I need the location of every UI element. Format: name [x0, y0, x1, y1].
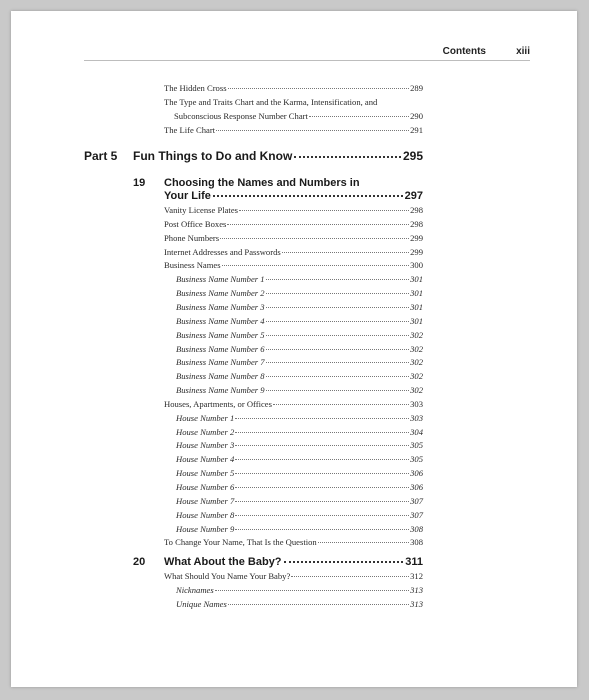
header-rule [84, 60, 530, 61]
toc-entry-title: Business Name Number 2 [176, 288, 265, 299]
dot-leader [227, 224, 409, 225]
toc-subentry[interactable] [176, 413, 423, 423]
toc-entry-page: 305 [410, 440, 423, 451]
toc-entry[interactable] [164, 399, 423, 409]
dot-leader [235, 432, 409, 433]
toc-entry-title: House Number 9 [176, 523, 235, 534]
toc-subentry[interactable] [176, 316, 423, 326]
toc-entry-page: 312 [410, 571, 423, 581]
toc-subentry[interactable] [176, 482, 423, 492]
toc-entry-title: To Change Your Name, That Is the Question [164, 537, 317, 548]
toc-entry-page: 308 [410, 537, 423, 548]
chapter-title: What About the Baby? [164, 556, 282, 568]
chapter-page: 297 [404, 190, 423, 202]
toc-entry-page: 290 [410, 111, 423, 121]
dot-leader [216, 130, 409, 131]
toc-subentry[interactable] [176, 427, 423, 437]
toc-subentry[interactable] [176, 274, 423, 284]
running-head-page-number: xiii [516, 46, 530, 57]
toc-entry-title: House Number 3 [176, 440, 235, 451]
toc-entry-title: Phone Numbers [164, 232, 220, 243]
toc-entry-page: 302 [410, 329, 423, 340]
toc-subentry[interactable] [176, 385, 423, 395]
chapter-page: 311 [405, 556, 423, 568]
toc-entry-page: 303 [410, 398, 423, 409]
toc-entry[interactable] [164, 537, 423, 547]
dot-leader [282, 252, 409, 253]
toc-entry-title: Internet Addresses and Passwords [164, 246, 281, 257]
toc-entry-title: Business Name Number 9 [176, 385, 265, 396]
dot-leader [266, 390, 410, 391]
part-label: Part 5 [84, 149, 118, 163]
toc-entry-title: Houses, Apartments, or Offices [164, 398, 272, 409]
dot-leader [266, 307, 410, 308]
toc-entry-page: 304 [410, 426, 423, 437]
dot-leader [266, 279, 410, 280]
toc-subentry[interactable] [176, 371, 423, 381]
dot-leader [273, 404, 409, 405]
toc-entry-title: The Hidden Cross [164, 83, 227, 93]
toc-entry-page: 301 [410, 301, 423, 312]
toc-entry-title: Nicknames [176, 584, 214, 595]
dot-leader [309, 116, 409, 117]
dot-leader [266, 293, 410, 294]
toc-entry-page: 308 [410, 523, 423, 534]
dot-leader [235, 418, 409, 419]
toc-entry-page: 303 [410, 412, 423, 423]
dot-leader [235, 473, 409, 474]
toc-entry-page: 306 [410, 482, 423, 492]
part-title: Fun Things to Do and Know [133, 149, 293, 163]
toc-entry-title: Unique Names [176, 598, 227, 609]
toc-entry-title: Business Name Number 7 [176, 357, 265, 368]
dot-leader [235, 501, 409, 502]
dot-leader [294, 156, 401, 158]
toc-entry-page: 306 [410, 468, 423, 479]
chapter-heading[interactable] [164, 190, 423, 202]
toc-entry-title: Vanity License Plates [164, 205, 238, 215]
toc-entry-title: House Number 2 [176, 426, 235, 437]
toc-entry-title: Business Name Number 4 [176, 315, 265, 326]
toc-entry-page: 302 [410, 371, 423, 382]
toc-entry-title: House Number 5 [176, 468, 235, 479]
toc-entry-title: The Life Chart [164, 125, 216, 135]
toc-entry[interactable] [164, 571, 423, 581]
toc-entry-page: 307 [410, 495, 423, 506]
toc-subentry[interactable] [176, 524, 423, 534]
toc-subentry[interactable] [176, 440, 423, 450]
dot-leader [284, 561, 404, 563]
chapter-heading[interactable] [164, 556, 423, 568]
toc-entry-page: 299 [410, 232, 423, 243]
dot-leader [220, 238, 409, 239]
chapter-number: 19 [133, 177, 146, 189]
toc-entry-page: 300 [410, 260, 423, 271]
dot-leader [318, 542, 409, 543]
dot-leader [266, 376, 410, 377]
toc-entry-page: 301 [410, 274, 423, 285]
dot-leader [215, 590, 409, 591]
dot-leader [266, 362, 410, 363]
toc-entry-title: What Should You Name Your Baby? [164, 571, 291, 581]
toc-entry-title: Business Name Number 1 [176, 274, 265, 285]
dot-leader [266, 349, 410, 350]
toc-subentry[interactable] [176, 496, 423, 506]
toc-entry-page: 299 [410, 246, 423, 257]
dot-leader [213, 195, 403, 197]
chapter-title-continued: Your Life [164, 190, 211, 202]
toc-entry-title: Post Office Boxes [164, 218, 227, 229]
part-heading[interactable] [133, 149, 423, 163]
dot-leader [222, 265, 410, 266]
dot-leader [239, 210, 409, 211]
toc-entry[interactable] [164, 260, 423, 270]
toc-entry-title: House Number 7 [176, 495, 235, 506]
toc-entry-page: 307 [410, 509, 423, 520]
dot-leader [235, 487, 409, 488]
toc-entry[interactable] [164, 83, 423, 93]
dot-leader [228, 88, 410, 89]
toc-entry[interactable] [164, 247, 423, 257]
toc-entry-page: 302 [410, 357, 423, 368]
toc-subentry[interactable] [176, 330, 423, 340]
toc-entry-title: Business Name Number 6 [176, 343, 265, 354]
toc-entry[interactable] [164, 233, 423, 243]
toc-entry-title: Business Name Number 5 [176, 329, 265, 340]
toc-subentry[interactable] [176, 454, 423, 464]
part-page: 295 [402, 149, 423, 163]
toc-entry-page: 302 [410, 343, 423, 354]
dot-leader [228, 604, 409, 605]
toc-entry-title: Business Name Number 3 [176, 301, 265, 312]
toc-subentry[interactable] [176, 585, 423, 595]
toc-entry-page: 298 [410, 205, 423, 215]
toc-entry-title: House Number 1 [176, 412, 235, 423]
toc-subentry[interactable] [176, 344, 423, 354]
toc-entry-title-continued: Subconscious Response Number Chart [174, 111, 308, 121]
toc-subentry[interactable] [176, 288, 423, 298]
dot-leader [235, 445, 409, 446]
toc-subentry[interactable] [176, 510, 423, 520]
dot-leader [291, 576, 409, 577]
toc-entry-title: Business Name Number 8 [176, 371, 265, 382]
running-head-title: Contents [442, 46, 486, 57]
chapter-title[interactable]: Choosing the Names and Numbers in [164, 177, 360, 189]
toc-entry-title[interactable]: The Type and Traits Chart and the Karma, Intensification, and [164, 97, 378, 107]
toc-entry-page: 305 [410, 454, 423, 465]
toc-entry-page: 302 [410, 385, 423, 396]
toc-entry-page: 313 [410, 598, 423, 609]
toc-entry-page: 291 [410, 125, 423, 135]
chapter-number: 20 [133, 556, 146, 568]
toc-entry[interactable] [174, 111, 423, 121]
toc-entry-page: 313 [410, 584, 423, 595]
toc-subentry[interactable] [176, 468, 423, 478]
toc-entry-title: Business Names [164, 260, 221, 271]
toc-subentry[interactable] [176, 357, 423, 367]
toc-entry[interactable] [164, 125, 423, 135]
toc-entry-title: House Number 6 [176, 482, 235, 492]
toc-entry-title: House Number 8 [176, 509, 235, 520]
dot-leader [235, 529, 409, 530]
toc-entry-page: 301 [410, 315, 423, 326]
dot-leader [235, 459, 409, 460]
toc-entry-page: 298 [410, 218, 423, 229]
dot-leader [235, 515, 409, 516]
dot-leader [266, 335, 410, 336]
dot-leader [266, 321, 410, 322]
toc-entry-title: House Number 4 [176, 454, 235, 465]
toc-subentry[interactable] [176, 599, 423, 609]
toc-entry-page: 301 [410, 288, 423, 299]
toc-subentry[interactable] [176, 302, 423, 312]
toc-entry[interactable] [164, 205, 423, 215]
toc-entry[interactable] [164, 219, 423, 229]
toc-entry-page: 289 [410, 83, 423, 93]
